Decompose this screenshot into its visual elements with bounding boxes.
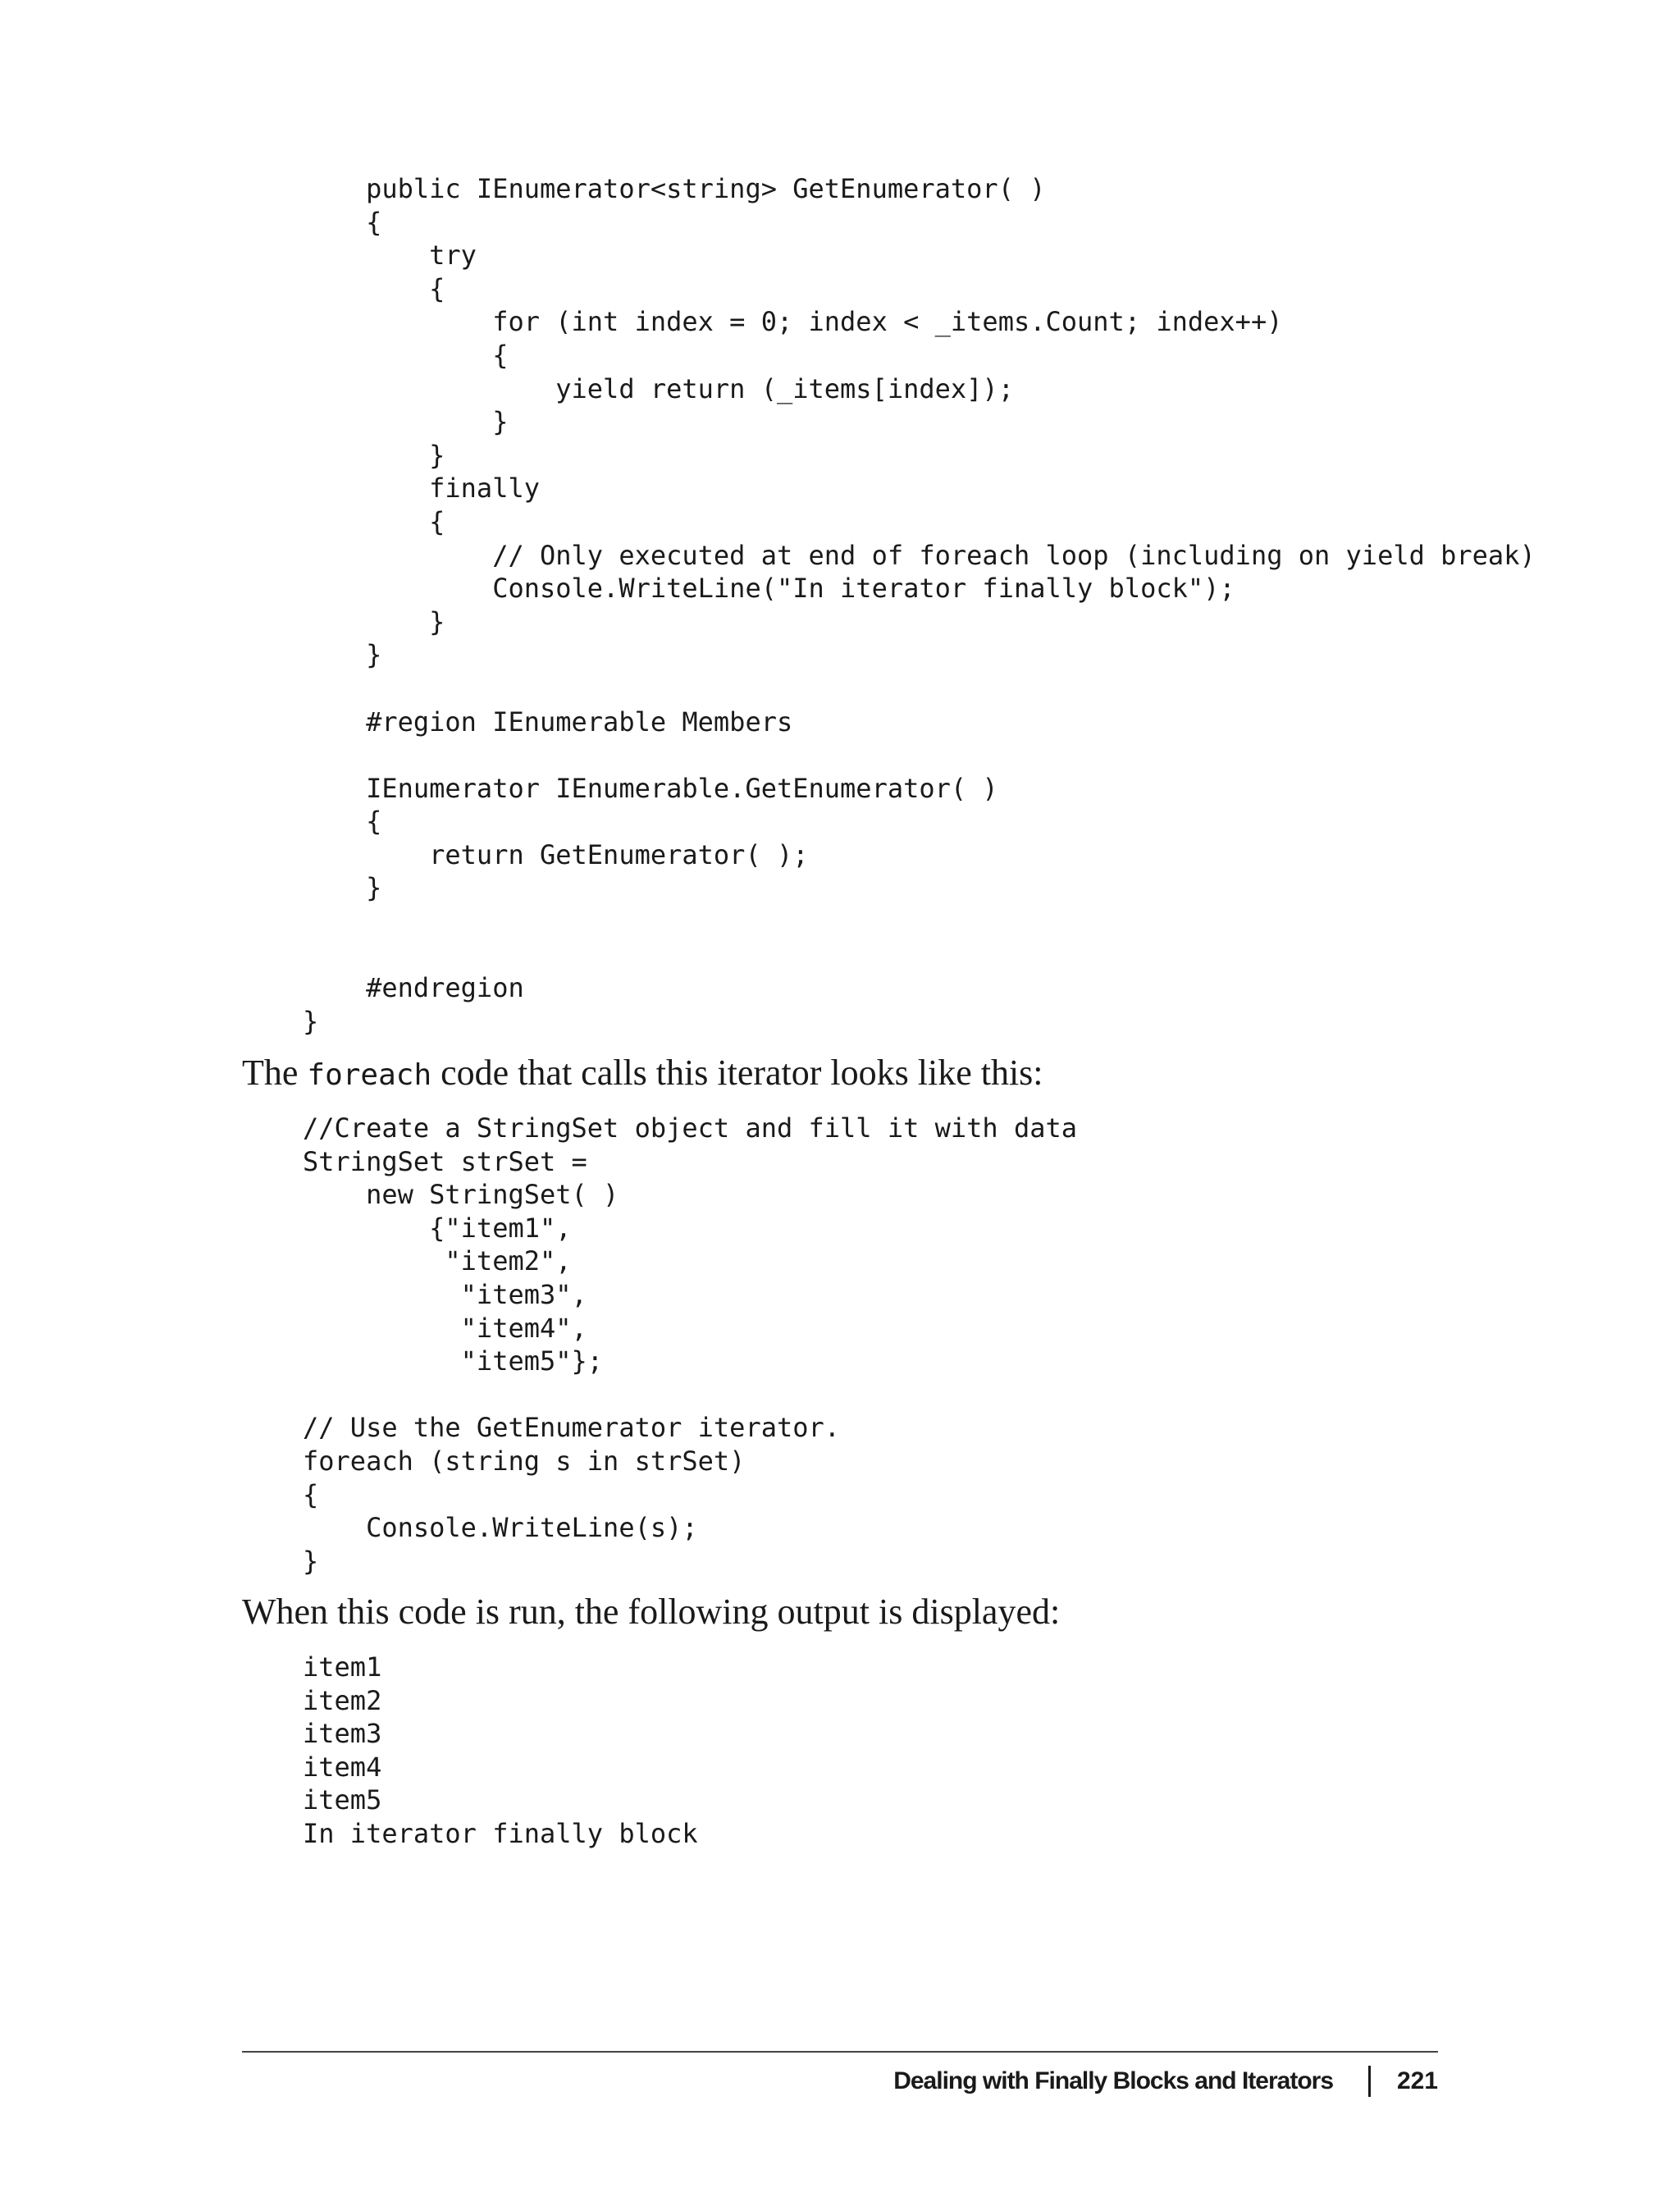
code-line: } — [303, 406, 509, 438]
running-title: Dealing with Finally Blocks and Iterators — [893, 2067, 1333, 2094]
code-line: // Only executed at end of foreach loop (including on yield break) — [303, 539, 1536, 571]
code-listing-foreach — [303, 1112, 1077, 1578]
code-line: "item4", — [303, 1312, 587, 1344]
body-paragraph-output: When this code is run, the following output is displayed: — [242, 1592, 1061, 1632]
footer-separator — [1368, 2066, 1371, 2097]
code-line: {"item1", — [303, 1212, 572, 1244]
code-line: item1 — [303, 1651, 382, 1683]
code-line: } — [303, 605, 445, 637]
code-line: { — [303, 505, 445, 537]
code-line: { — [303, 1478, 319, 1510]
code-line: Console.WriteLine(s); — [303, 1512, 698, 1544]
code-line: } — [303, 1005, 319, 1037]
code-line — [303, 1378, 1077, 1412]
code-line: //Create a StringSet object and fill it with data — [303, 1112, 1078, 1144]
code-line: finally — [303, 473, 540, 505]
paragraph-text-after: code that calls this iterator looks like this: — [431, 1053, 1043, 1093]
code-line: } — [303, 639, 382, 671]
code-line: new StringSet( ) — [303, 1179, 619, 1211]
code-line: item5 — [303, 1784, 382, 1816]
code-line: { — [303, 206, 382, 238]
paragraph-text-before: The — [242, 1053, 308, 1093]
code-line: Console.WriteLine("In iterator finally block"); — [303, 573, 1235, 605]
code-line: public IEnumerator<string> GetEnumerator( ) — [303, 173, 1046, 204]
code-line — [303, 738, 1536, 772]
code-line: return GetEnumerator( ); — [303, 838, 809, 870]
code-line — [303, 905, 1536, 939]
page-number: 221 — [1396, 2067, 1438, 2094]
code-line: In iterator finally block — [303, 1817, 698, 1849]
body-paragraph-foreach — [242, 1052, 1043, 1097]
code-line: { — [303, 272, 445, 304]
code-line: } — [303, 1545, 319, 1577]
code-line: "item2", — [303, 1245, 572, 1277]
code-line — [303, 672, 1536, 706]
code-line: foreach (string s in strSet) — [303, 1445, 746, 1477]
code-line: try — [303, 240, 477, 272]
code-line: yield return (_items[index]); — [303, 372, 1014, 404]
page-footer — [242, 2049, 1438, 2099]
inline-code-foreach: foreach — [307, 1058, 432, 1092]
code-line — [303, 939, 1536, 972]
code-listing-iterator — [303, 172, 1536, 1038]
code-listing-output — [303, 1651, 698, 1851]
code-line: } — [303, 872, 382, 904]
code-line: "item3", — [303, 1278, 587, 1310]
code-line: item2 — [303, 1684, 382, 1716]
code-line: item4 — [303, 1751, 382, 1783]
code-line: { — [303, 806, 382, 838]
code-line: for (int index = 0; index < _items.Count; index++) — [303, 306, 1283, 338]
code-line: IEnumerator IEnumerable.GetEnumerator( ) — [303, 772, 998, 804]
code-line: item3 — [303, 1718, 382, 1750]
code-line: { — [303, 339, 509, 371]
code-line: // Use the GetEnumerator iterator. — [303, 1412, 841, 1444]
code-line: #endregion — [303, 972, 524, 1004]
code-line: #region IEnumerable Members — [303, 706, 793, 738]
code-line: "item5"}; — [303, 1345, 604, 1377]
code-line: StringSet strSet = — [303, 1145, 587, 1177]
code-line: } — [303, 439, 445, 471]
